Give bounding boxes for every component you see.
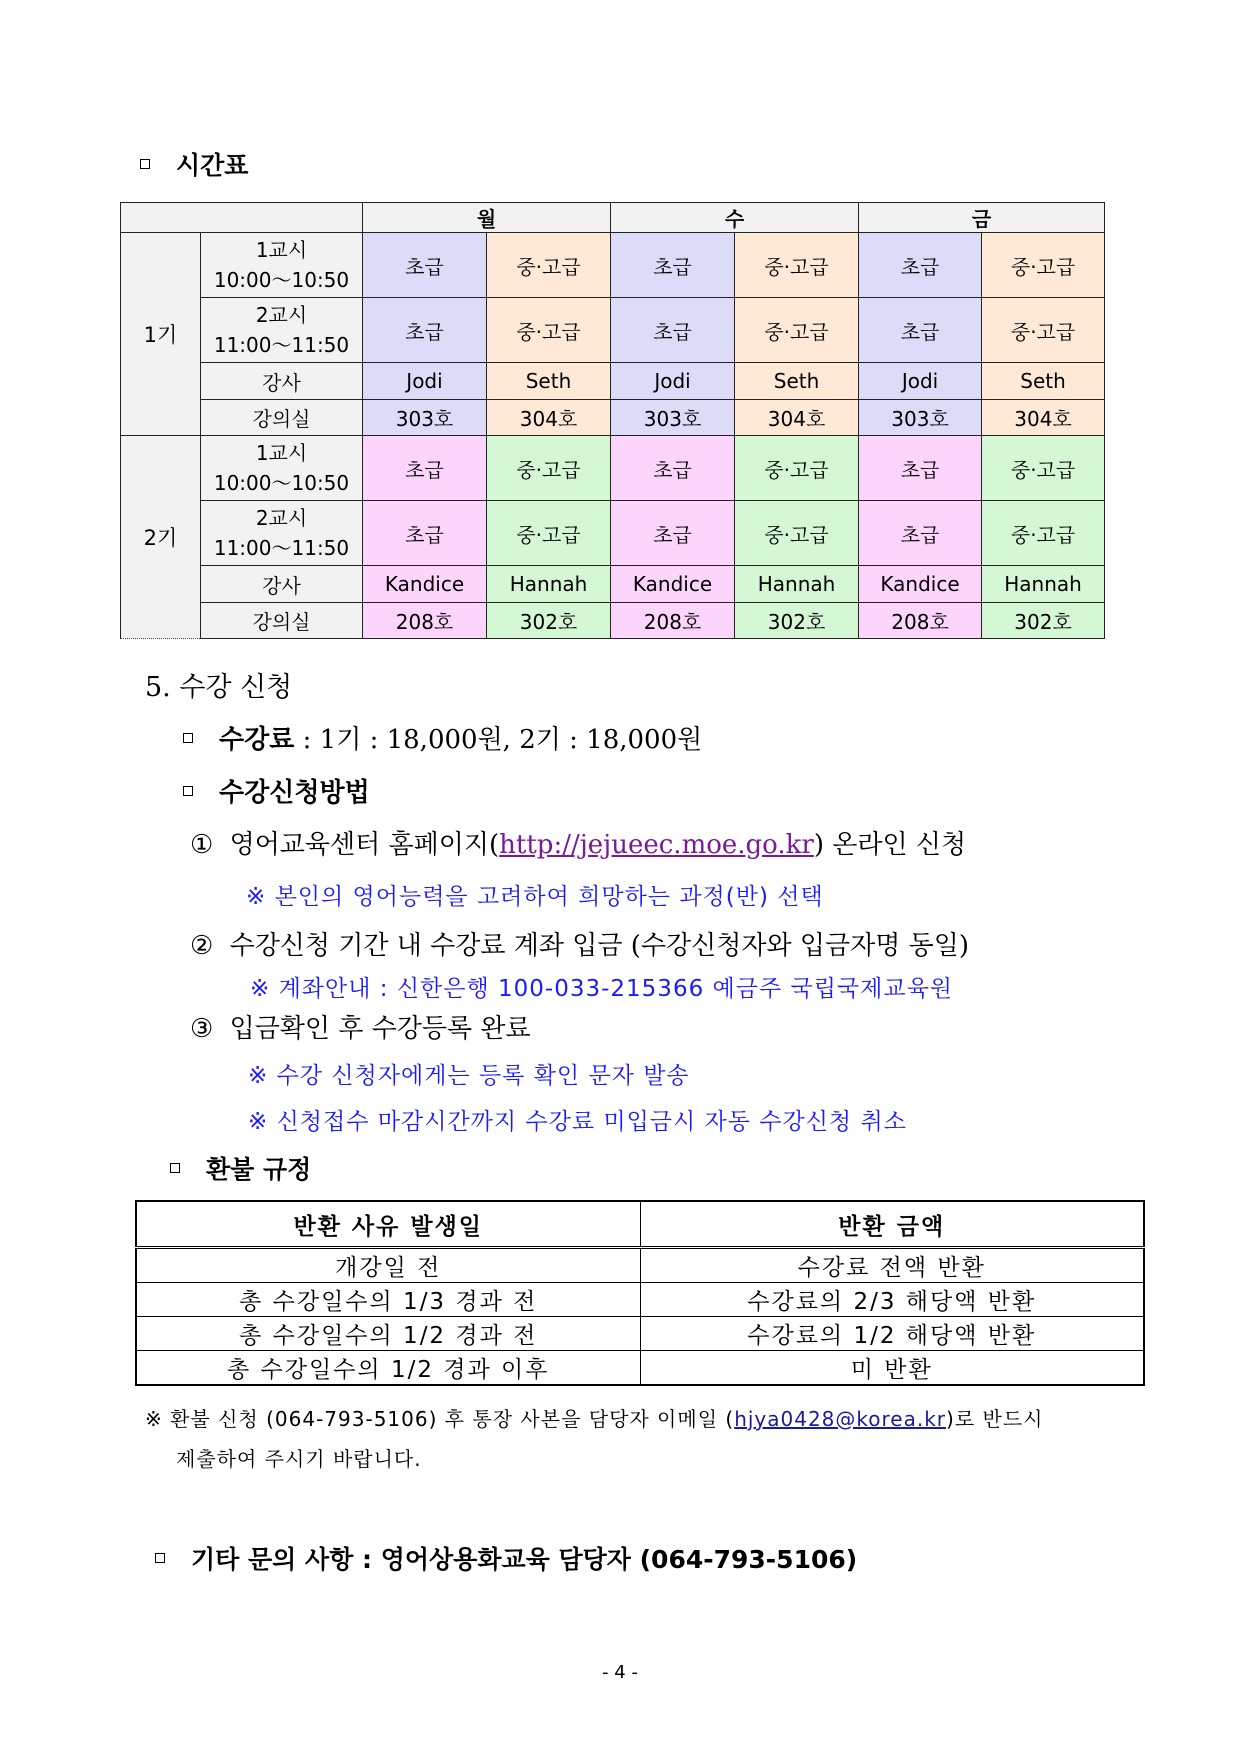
contact-line: 기타 문의 사항 : 영어상용화교육 담당자 (064-793-5106) bbox=[155, 1540, 857, 1576]
table-row bbox=[136, 1283, 1144, 1317]
room-label: 강의실 bbox=[201, 603, 363, 639]
room-cell: 208호 bbox=[611, 603, 735, 639]
period-name: 1교시 bbox=[255, 441, 308, 465]
email-link[interactable]: hjya0428@korea.kr bbox=[734, 1407, 947, 1431]
period-time: 10:00～10:50 bbox=[213, 471, 350, 495]
refund-heading: 환불 규정 bbox=[170, 1150, 311, 1186]
room-cell: 302호 bbox=[982, 603, 1105, 639]
timetable-header-row bbox=[121, 203, 1105, 233]
room-cell: 208호 bbox=[363, 603, 487, 639]
method-line bbox=[183, 772, 370, 809]
step-1 bbox=[190, 824, 966, 861]
refund-note-pre: ※ 환불 신청 (064-793-5106) 후 통장 사본을 담당자 이메일 ( bbox=[145, 1407, 735, 1431]
class-level-cell: 초급 bbox=[859, 298, 982, 363]
refund-amount: 미 반환 bbox=[640, 1351, 1144, 1386]
step-text: 수강신청 기간 내 수강료 계좌 입금 (수강신청자와 입금자명 동일) bbox=[229, 931, 969, 961]
refund-header-row bbox=[136, 1201, 1144, 1248]
square-bullet-icon bbox=[183, 786, 193, 796]
period-name: 2교시 bbox=[255, 303, 308, 327]
step-text: 입금확인 후 수강등록 완료 bbox=[229, 1014, 531, 1044]
teacher-cell: Hannah bbox=[982, 566, 1105, 603]
refund-when: 개강일 전 bbox=[136, 1248, 640, 1283]
teacher-cell: Jodi bbox=[859, 363, 982, 400]
class-level-cell: 초급 bbox=[363, 436, 487, 501]
refund-col-when: 반환 사유 발생일 bbox=[136, 1201, 640, 1248]
table-row bbox=[121, 603, 1105, 639]
homepage-link[interactable]: http://jejueec.moe.go.kr bbox=[499, 830, 814, 860]
refund-table bbox=[135, 1200, 1145, 1386]
square-bullet-icon bbox=[155, 1553, 165, 1563]
day-header: 수 bbox=[611, 203, 859, 233]
class-level-cell: 초급 bbox=[611, 436, 735, 501]
step-number: ② bbox=[190, 931, 214, 961]
refund-amount: 수강료의 1/2 해당액 반환 bbox=[640, 1317, 1144, 1351]
section-title: 5. 수강 신청 bbox=[145, 672, 293, 703]
timetable-heading: 시간표 bbox=[140, 146, 248, 182]
teacher-cell: Seth bbox=[487, 363, 611, 400]
step-3 bbox=[190, 1008, 531, 1045]
class-level-cell: 중·고급 bbox=[982, 436, 1105, 501]
class-level-cell: 초급 bbox=[363, 298, 487, 363]
class-level-cell: 중·고급 bbox=[735, 501, 859, 566]
class-level-cell: 초급 bbox=[363, 501, 487, 566]
table-row bbox=[121, 566, 1105, 603]
term-label: 2기 bbox=[121, 436, 201, 639]
step-number: ① bbox=[190, 830, 214, 860]
teacher-cell: Hannah bbox=[735, 566, 859, 603]
table-row bbox=[121, 400, 1105, 436]
period-cell bbox=[201, 501, 363, 566]
period-cell bbox=[201, 298, 363, 363]
period-cell bbox=[201, 233, 363, 298]
table-row bbox=[136, 1351, 1144, 1386]
day-header: 금 bbox=[859, 203, 1105, 233]
square-bullet-icon bbox=[170, 1163, 180, 1173]
teacher-cell: Hannah bbox=[487, 566, 611, 603]
teacher-cell: Kandice bbox=[363, 566, 487, 603]
note-account: ※ 계좌안내 : 신한은행 100-033-215366 예금주 국립국제교육원 bbox=[250, 976, 954, 1002]
class-level-cell: 중·고급 bbox=[487, 436, 611, 501]
timetable-corner-cell bbox=[121, 203, 363, 233]
timetable bbox=[120, 202, 1105, 639]
teacher-cell: Kandice bbox=[611, 566, 735, 603]
class-level-cell: 초급 bbox=[363, 233, 487, 298]
note-level: ※ 본인의 영어능력을 고려하여 희망하는 과정(반) 선택 bbox=[246, 884, 824, 910]
refund-note bbox=[145, 1403, 1043, 1432]
teacher-label: 강사 bbox=[201, 363, 363, 400]
class-level-cell: 초급 bbox=[611, 298, 735, 363]
class-level-cell: 중·고급 bbox=[982, 501, 1105, 566]
period-cell bbox=[201, 436, 363, 501]
fee-label: 수강료 bbox=[219, 725, 295, 755]
step-number: ③ bbox=[190, 1014, 214, 1044]
refund-when: 총 수강일수의 1/3 경과 전 bbox=[136, 1283, 640, 1317]
table-row bbox=[121, 233, 1105, 298]
room-cell: 303호 bbox=[363, 400, 487, 436]
refund-col-amount: 반환 금액 bbox=[640, 1201, 1144, 1248]
fee-text: : 1기 : 18,000원, 2기 : 18,000원 bbox=[294, 725, 703, 755]
method-label: 수강신청방법 bbox=[219, 778, 370, 808]
room-cell: 304호 bbox=[487, 400, 611, 436]
class-level-cell: 중·고급 bbox=[487, 233, 611, 298]
step-text-post: ) 온라인 신청 bbox=[813, 830, 967, 860]
refund-when: 총 수강일수의 1/2 경과 이후 bbox=[136, 1351, 640, 1386]
room-cell: 208호 bbox=[859, 603, 982, 639]
table-row bbox=[121, 298, 1105, 363]
period-name: 2교시 bbox=[255, 506, 308, 530]
class-level-cell: 중·고급 bbox=[982, 233, 1105, 298]
term-label: 1기 bbox=[121, 233, 201, 436]
table-row bbox=[121, 363, 1105, 400]
table-row bbox=[136, 1248, 1144, 1283]
teacher-cell: Seth bbox=[982, 363, 1105, 400]
fee-line bbox=[183, 719, 702, 756]
refund-note-line2: 제출하여 주시기 바랍니다. bbox=[176, 1447, 422, 1471]
class-level-cell: 중·고급 bbox=[487, 501, 611, 566]
step-2 bbox=[190, 925, 969, 962]
room-label: 강의실 bbox=[201, 400, 363, 436]
day-header: 월 bbox=[363, 203, 611, 233]
period-time: 11:00～11:50 bbox=[213, 536, 350, 560]
refund-when: 총 수강일수의 1/2 경과 전 bbox=[136, 1317, 640, 1351]
room-cell: 302호 bbox=[487, 603, 611, 639]
refund-amount: 수강료의 2/3 해당액 반환 bbox=[640, 1283, 1144, 1317]
class-level-cell: 초급 bbox=[859, 501, 982, 566]
class-level-cell: 중·고급 bbox=[487, 298, 611, 363]
class-level-cell: 초급 bbox=[859, 233, 982, 298]
class-level-cell: 초급 bbox=[611, 233, 735, 298]
room-cell: 303호 bbox=[859, 400, 982, 436]
period-time: 11:00～11:50 bbox=[213, 333, 350, 357]
teacher-cell: Jodi bbox=[611, 363, 735, 400]
class-level-cell: 중·고급 bbox=[982, 298, 1105, 363]
room-cell: 303호 bbox=[611, 400, 735, 436]
period-time: 10:00～10:50 bbox=[213, 268, 350, 292]
note-cancel: ※ 신청접수 마감시간까지 수강료 미입금시 자동 수강신청 취소 bbox=[248, 1109, 907, 1135]
class-level-cell: 초급 bbox=[859, 436, 982, 501]
table-row bbox=[121, 436, 1105, 501]
teacher-label: 강사 bbox=[201, 566, 363, 603]
refund-note-post: )로 반드시 bbox=[946, 1407, 1044, 1431]
room-cell: 304호 bbox=[735, 400, 859, 436]
table-row bbox=[121, 501, 1105, 566]
class-level-cell: 중·고급 bbox=[735, 436, 859, 501]
room-cell: 302호 bbox=[735, 603, 859, 639]
teacher-cell: Seth bbox=[735, 363, 859, 400]
note-sms: ※ 수강 신청자에게는 등록 확인 문자 발송 bbox=[248, 1063, 690, 1089]
step-text-pre: 영어교육센터 홈페이지( bbox=[229, 830, 500, 860]
period-name: 1교시 bbox=[255, 238, 308, 262]
teacher-cell: Jodi bbox=[363, 363, 487, 400]
room-cell: 304호 bbox=[982, 400, 1105, 436]
table-row bbox=[136, 1317, 1144, 1351]
square-bullet-icon bbox=[183, 733, 193, 743]
teacher-cell: Kandice bbox=[859, 566, 982, 603]
class-level-cell: 중·고급 bbox=[735, 233, 859, 298]
page-number: - 4 - bbox=[602, 1662, 638, 1683]
class-level-cell: 중·고급 bbox=[735, 298, 859, 363]
square-bullet-icon bbox=[140, 159, 150, 169]
refund-amount: 수강료 전액 반환 bbox=[640, 1248, 1144, 1283]
class-level-cell: 초급 bbox=[611, 501, 735, 566]
